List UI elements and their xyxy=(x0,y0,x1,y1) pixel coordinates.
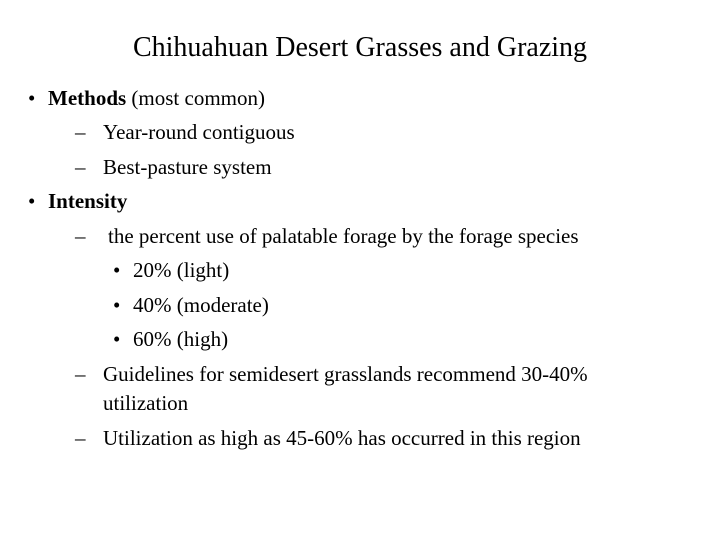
intensity-heading: Intensity xyxy=(48,189,128,213)
intensity-level-text: 60% (high) xyxy=(133,327,229,351)
intensity-definition-text: the percent use of palatable forage by the forage species xyxy=(108,224,579,248)
dash-marker: – xyxy=(75,120,86,144)
bullet-marker: • xyxy=(28,189,36,213)
intensity-level-text: 40% (moderate) xyxy=(133,293,269,317)
bullet-marker: • xyxy=(113,327,121,351)
slide-title: Chihuahuan Desert Grasses and Grazing xyxy=(132,32,588,63)
intensity-utilization-note xyxy=(75,425,581,451)
intensity-guideline-line2: utilization xyxy=(103,391,189,415)
methods-item-text: Best-pasture system xyxy=(103,155,272,179)
bullet-marker: • xyxy=(113,258,121,282)
dash-marker: – xyxy=(75,224,86,248)
intensity-level-text: 20% (light) xyxy=(133,258,230,282)
bullet-intensity xyxy=(28,188,128,214)
intensity-definition xyxy=(75,223,579,249)
intensity-level xyxy=(113,292,269,318)
methods-item-text: Year-round contiguous xyxy=(103,120,295,144)
intensity-guideline xyxy=(75,361,588,387)
bullet-marker: • xyxy=(28,86,36,110)
dash-marker: – xyxy=(75,155,86,179)
methods-item xyxy=(75,154,272,180)
intensity-guideline-continuation xyxy=(103,390,188,416)
methods-heading-suffix: (most common) xyxy=(126,86,265,110)
methods-heading: Methods xyxy=(48,86,127,110)
intensity-guideline-line1: Guidelines for semidesert grasslands recommend 30-40% xyxy=(103,362,588,386)
dash-marker: – xyxy=(75,426,86,450)
intensity-utilization-note-text: Utilization as high as 45-60% has occurred in this region xyxy=(103,426,581,450)
dash-marker: – xyxy=(75,362,86,386)
bullet-methods xyxy=(28,85,265,111)
bullet-marker: • xyxy=(113,293,121,317)
intensity-level xyxy=(113,257,230,283)
methods-item xyxy=(75,119,295,145)
intensity-level xyxy=(113,326,229,352)
